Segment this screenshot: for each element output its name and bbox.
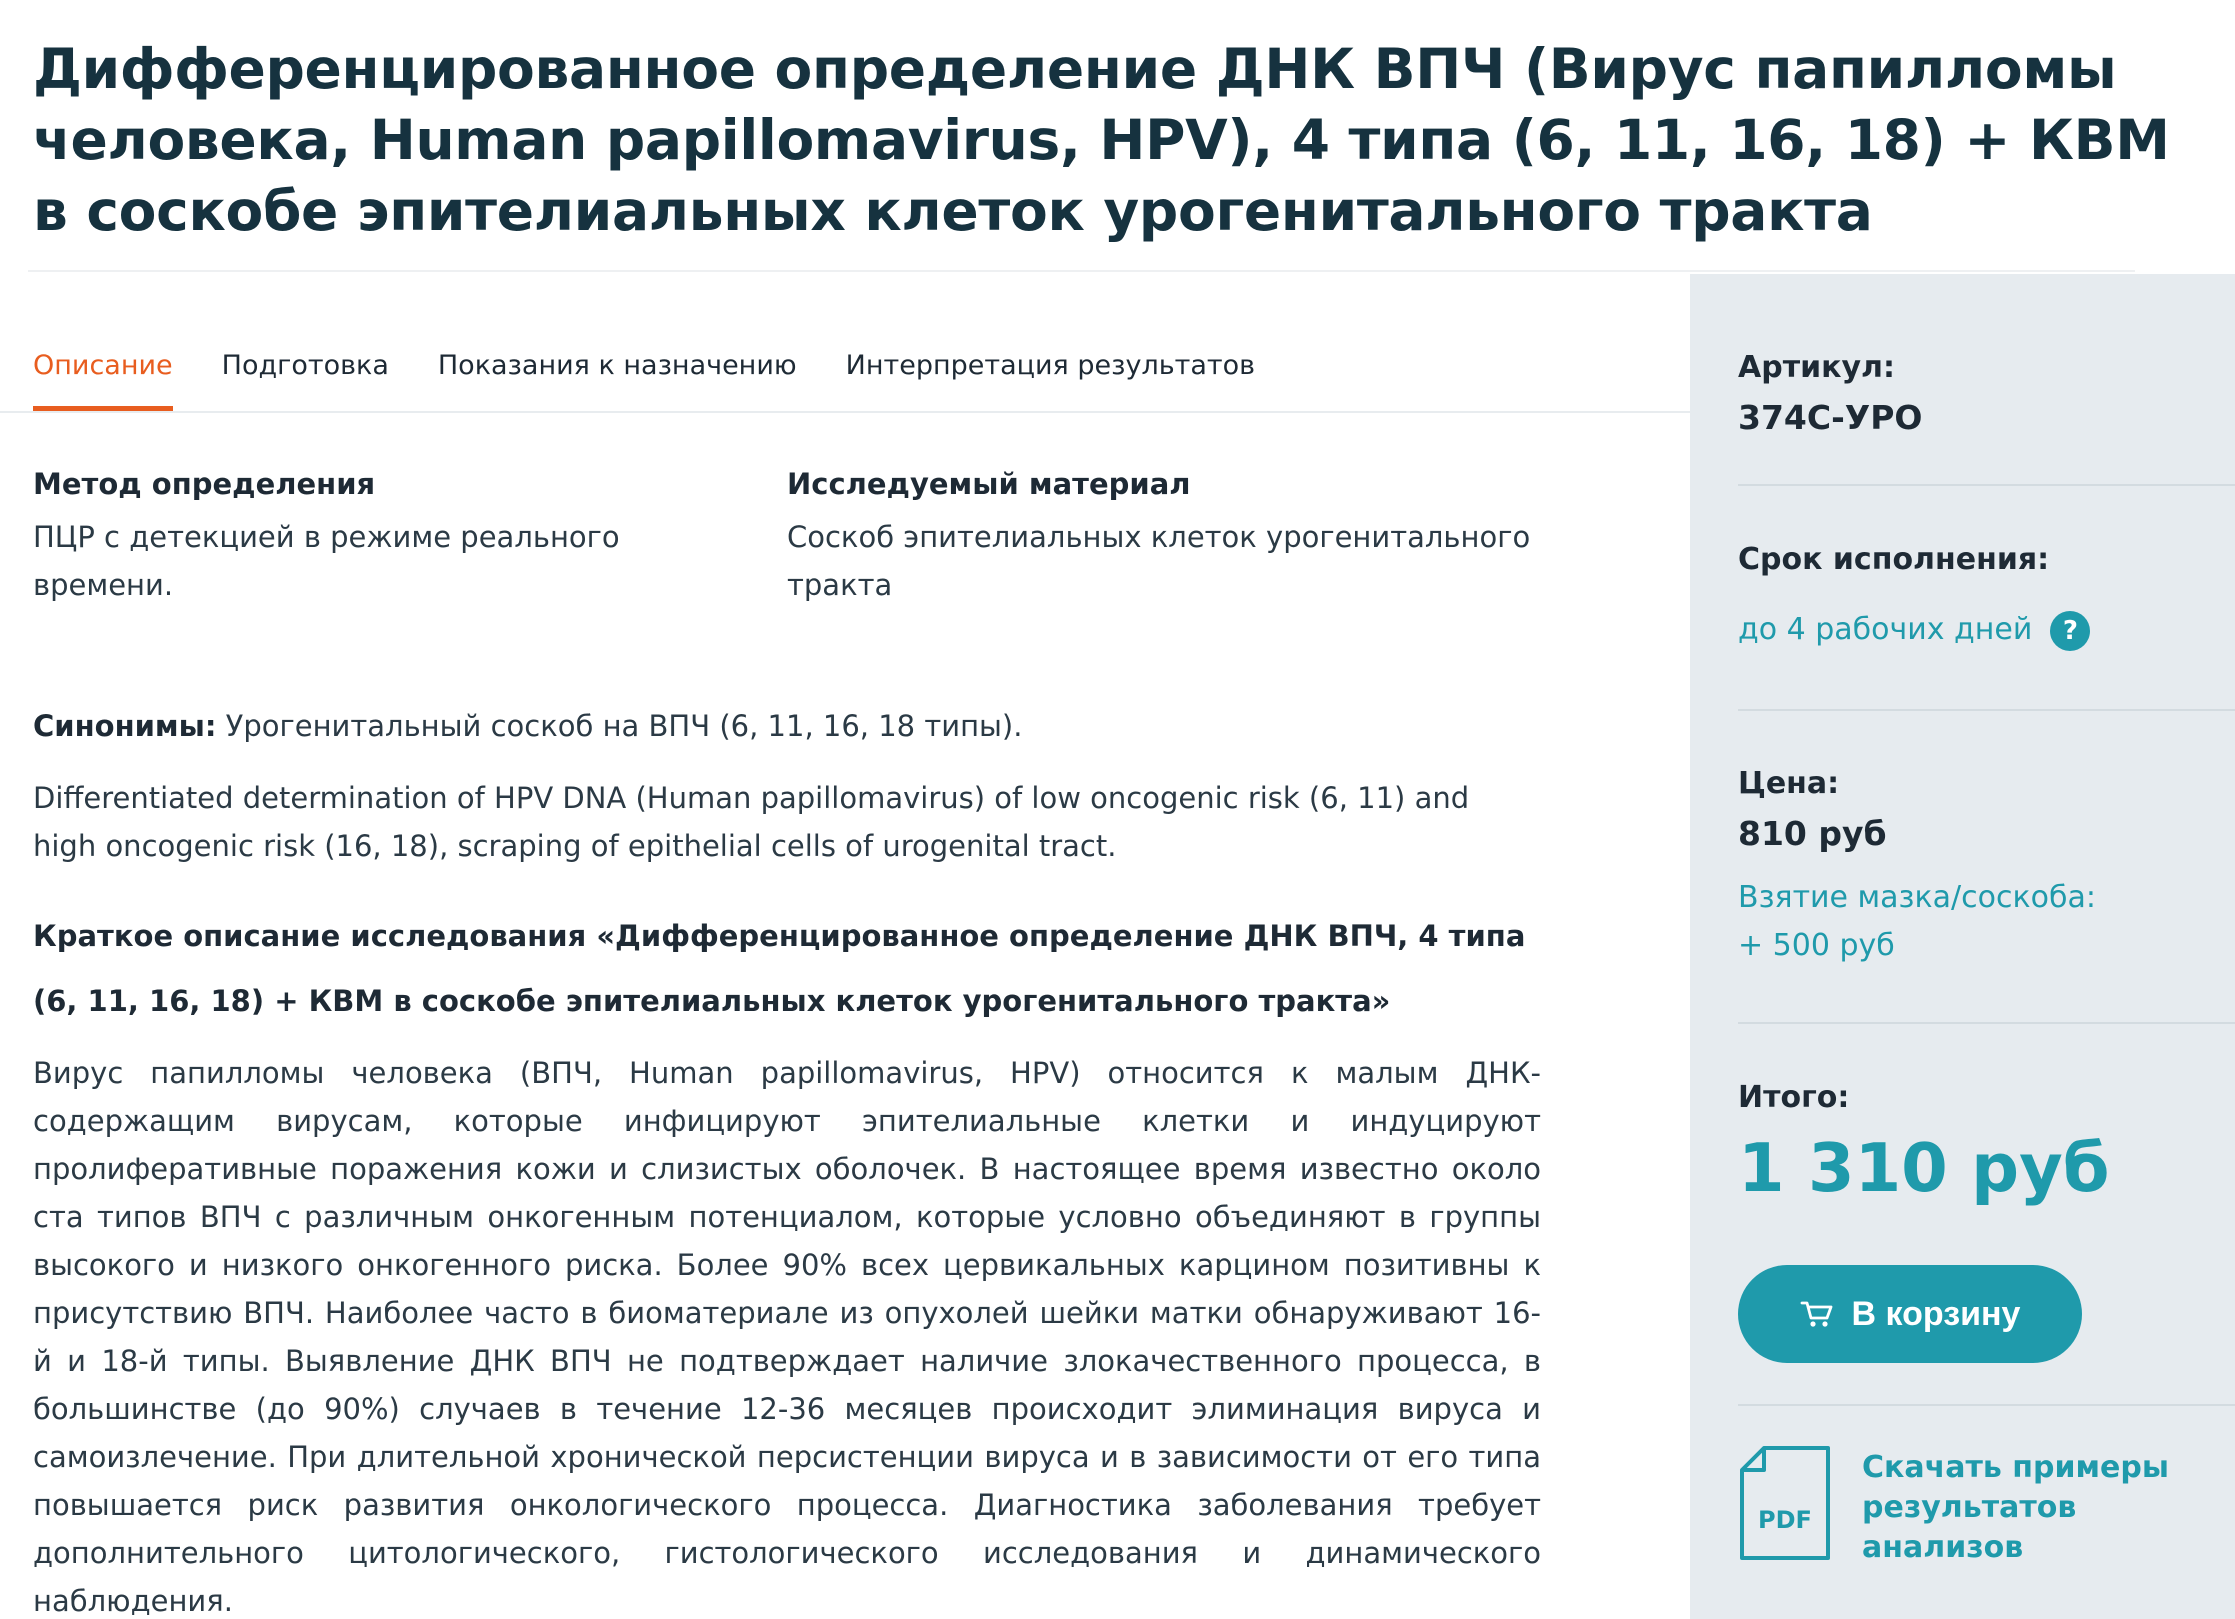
method-block — [33, 462, 733, 609]
extra-value: + 500 руб — [1738, 928, 1895, 963]
price-label: Цена: — [1738, 766, 1840, 801]
download-examples-text[interactable] — [1862, 1448, 2235, 1568]
material-heading: Исследуемый материал — [787, 467, 1191, 501]
term-value: до 4 рабочих дней — [1738, 612, 2033, 647]
material-block — [787, 462, 1567, 609]
tab-indications[interactable]: Показания к назначению — [437, 350, 797, 381]
sidebar-divider — [1738, 1404, 2235, 1406]
add-to-cart-label: В корзину — [1851, 1294, 2021, 1333]
cart-icon — [1800, 1299, 1834, 1329]
synonyms-label: Синонимы: — [33, 709, 217, 743]
synonyms-text: Урогенитальный соскоб на ВПЧ (6, 11, 16, 18 типы). — [225, 709, 1023, 743]
term-block — [1738, 538, 2235, 654]
pdf-icon-label: PDF — [1758, 1506, 1812, 1534]
tab-interpretation[interactable]: Интерпретация результатов — [845, 350, 1256, 381]
material-text: Соскоб эпителиальных клеток урогенитального тракта — [787, 520, 1531, 602]
sidebar-divider — [1738, 1022, 2235, 1024]
total-value: 1 310 руб — [1738, 1129, 2110, 1207]
short-description-heading: Краткое описание исследования «Дифференцированное определение ДНК ВПЧ, 4 типа (6, 11, 16, 18) + КВМ в соскобе эпителиальных клеток урогенитального тракта» — [33, 919, 1526, 1018]
total-block — [1738, 1076, 2235, 1210]
pdf-icon — [1738, 1446, 1832, 1562]
sidebar-divider — [1738, 709, 2235, 711]
extra-label: Взятие мазка/соскоба: — [1738, 880, 2096, 915]
article-label: Артикул: — [1738, 350, 1895, 385]
english-name: Differentiated determination of HPV DNA (Human papillomavirus) of low oncogenic risk (6, 11) and high oncogenic risk (16, 18), scraping of epithelial cells of urogenital tract. — [33, 781, 1470, 863]
add-to-cart-button[interactable] — [1738, 1265, 2082, 1363]
tabs-divider — [0, 411, 1690, 413]
price-block — [1738, 762, 2235, 970]
tab-preparation[interactable]: Подготовка — [221, 350, 389, 381]
article-value: 374С-УРО — [1738, 398, 1923, 437]
term-label: Срок исполнения: — [1738, 542, 2050, 577]
help-icon[interactable]: ? — [2050, 611, 2090, 651]
method-text: ПЦР с детекцией в режиме реального времени. — [33, 520, 620, 602]
page-title: Дифференцированное определение ДНК ВПЧ (Вирус папилломы человека, Human papillomavirus, HPV), 4 типа (6, 11, 16, 18) + КВМ в соскобе эпителиальных клеток урогенитального тракта — [33, 37, 2170, 243]
title-divider — [28, 270, 2135, 272]
order-sidebar — [1690, 274, 2235, 1619]
tab-description[interactable]: Описание — [33, 340, 173, 414]
download-examples-link[interactable] — [1738, 1446, 2235, 1566]
download-examples-line2: результатов анализов — [1862, 1490, 2077, 1565]
article-block — [1738, 346, 2235, 442]
tab-bar — [33, 340, 1304, 414]
synonyms — [33, 702, 1541, 750]
sidebar-divider — [1738, 484, 2235, 486]
method-heading: Метод определения — [33, 467, 376, 501]
price-value: 810 руб — [1738, 814, 1887, 853]
short-description-body: Вирус папилломы человека (ВПЧ, Human papillomavirus, HPV) относится к малым ДНК-содержащим вирусам, которые инфицируют эпителиальные клетки и индуцируют пролиферативные поражения кожи и слизистых оболочек. В настоящее время известно около ста типов ВПЧ с различным онкогенным потенциалом, которые условно объединяют в группы высокого и низкого онкогенного риска. Более 90% всех цервикальных карцином позитивны к присутствию ВПЧ. Наиболее часто в биоматериале из опухолей шейки матки обнаруживают 16-й и 18-й типы. Выявление ДНК ВПЧ не подтверждает наличие злокачественного процесса, в большинстве (до 90%) случаев в течение 12-36 месяцев происходит элиминация вируса и самоизлечение. При длительной хронической персистенции вируса и в зависимости от его типа повышается риск развития онкологического процесса. Диагностика заболевания требует дополнительного цитологического, гистологического исследования и динамического наблюдения. — [33, 1056, 1541, 1618]
total-label: Итого: — [1738, 1080, 1850, 1115]
download-examples-line1: Скачать примеры — [1862, 1450, 2169, 1485]
term-row — [1738, 606, 2235, 654]
